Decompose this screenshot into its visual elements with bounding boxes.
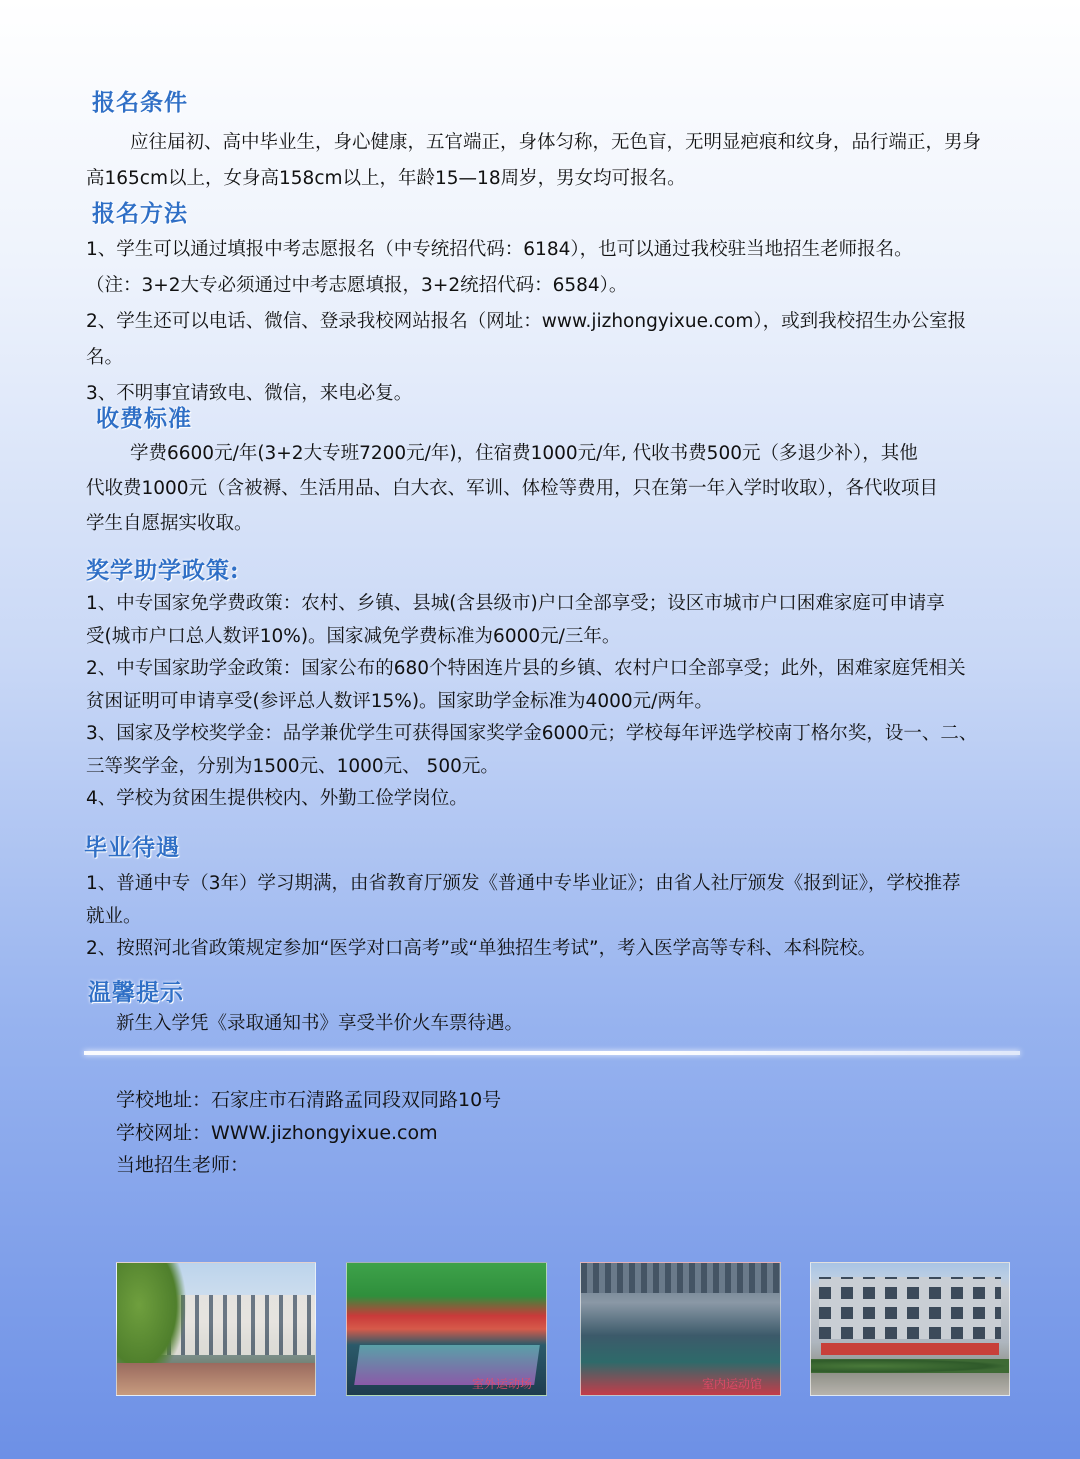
- method-list: [86, 232, 996, 412]
- requirements-text: [86, 125, 996, 197]
- scholarship-item-2-line-2: 贫困证明可申请享受(参评总人数评15%)。国家助学金标准为4000元/两年。: [86, 690, 713, 712]
- contact-block: [116, 1084, 501, 1182]
- section-divider: [84, 1051, 1020, 1055]
- indoor-gym-caption: 室内运动馆: [701, 1377, 762, 1391]
- campus-photo: [116, 1262, 316, 1396]
- gym-roof: [581, 1263, 780, 1293]
- campus-ground: [117, 1363, 315, 1395]
- building-shrubs: [811, 1359, 1009, 1373]
- school-building-photo: [810, 1262, 1010, 1396]
- graduation-heading: 毕业待遇: [84, 834, 180, 861]
- tips-heading: 温馨提示: [88, 979, 184, 1006]
- fees-text: [86, 436, 996, 541]
- graduation-item-2: 2、按照河北省政策规定参加“医学对口高考”或“单独招生考试”，考入医学高等专科、本科院校。: [86, 938, 877, 959]
- method-item-2: （注：3+2大专必须通过中考志愿填报，3+2统招代码：6584）。: [86, 275, 628, 296]
- outdoor-field-caption: 室外运动场: [471, 1377, 532, 1391]
- building-sign: [821, 1343, 999, 1355]
- outdoor-field-photo: [346, 1262, 547, 1396]
- scholarship-item-3-line-1: 3、国家及学校奖学金：品学兼优学生可获得国家奖学金6000元；学校每年评选学校南丁格尔奖，设一、二、: [86, 723, 978, 744]
- scholarship-list: [86, 588, 996, 816]
- fees-line-1: 学费6600元/年(3+2大专班7200元/年)，住宿费1000元/年, 代收书费500元（多退少补），其他: [130, 443, 918, 464]
- method-heading: 报名方法: [92, 200, 188, 227]
- school-address: 学校地址：石家庄市石清路孟同段双同路10号: [116, 1089, 502, 1111]
- fees-line-2: 代收费1000元（含被褥、生活用品、白大衣、军训、体检等费用，只在第一年入学时收取），各代收项目: [86, 478, 938, 499]
- building-windows: [819, 1277, 1001, 1339]
- graduation-item-1-line-1: 1、普通中专（3年）学习期满，由省教育厅颁发《普通中专毕业证》；由省人社厅颁发《报到证》，学校推荐: [86, 873, 961, 894]
- scholarship-heading: 奖学助学政策:: [86, 557, 240, 584]
- tips-text: 新生入学凭《录取通知书》享受半价火车票待遇。: [116, 1013, 524, 1034]
- indoor-gym-photo: [580, 1262, 781, 1396]
- scholarship-item-3-line-2: 三等奖学金，分别为1500元、1000元、 500元。: [86, 755, 499, 777]
- local-recruiter: 当地招生老师：: [116, 1154, 250, 1176]
- fees-heading: 收费标准: [96, 405, 192, 432]
- scholarship-item-4: 4、学校为贫困生提供校内、外勤工俭学岗位。: [86, 788, 468, 809]
- scholarship-item-1-line-2: 受(城市户口总人数评10%)。国家减免学费标准为6000元/三年。: [86, 625, 621, 647]
- school-website: 学校网址：WWW.jizhongyixue.com: [116, 1121, 438, 1144]
- requirements-line-2: 高165cm以上，女身高158cm以上，年龄15—18周岁，男女均可报名。: [86, 168, 686, 189]
- graduation-item-1-line-2: 就业。: [86, 905, 142, 927]
- graduation-list: [86, 868, 996, 966]
- method-item-4: 3、不明事宜请致电、微信，来电必复。: [86, 383, 413, 404]
- scholarship-item-1-line-1: 1、中专国家免学费政策：农村、乡镇、县城(含县级市)户口全部享受；设区市城市户口困难家庭可申请享: [86, 593, 945, 614]
- method-item-1: 1、学生可以通过填报中考志愿报名（中专统招代码：6184），也可以通过我校驻当地招生老师报名。: [86, 239, 913, 260]
- fees-line-3: 学生自愿据实收取。: [86, 513, 253, 534]
- requirements-line-1: 应往届初、高中毕业生，身心健康，五官端正，身体匀称，无色盲，无明显疤痕和纹身，品行端正，男身: [130, 132, 982, 153]
- requirements-heading: 报名条件: [92, 89, 188, 116]
- scholarship-item-2-line-1: 2、中专国家助学金政策：国家公布的680个特困连片县的乡镇、农村户口全部享受；此外，困难家庭凭相关: [86, 658, 966, 679]
- method-item-3: 2、学生还可以电话、微信、登录我校网站报名（网址：www.jizhongyixue.com），或到我校招生办公室报名。: [86, 311, 967, 368]
